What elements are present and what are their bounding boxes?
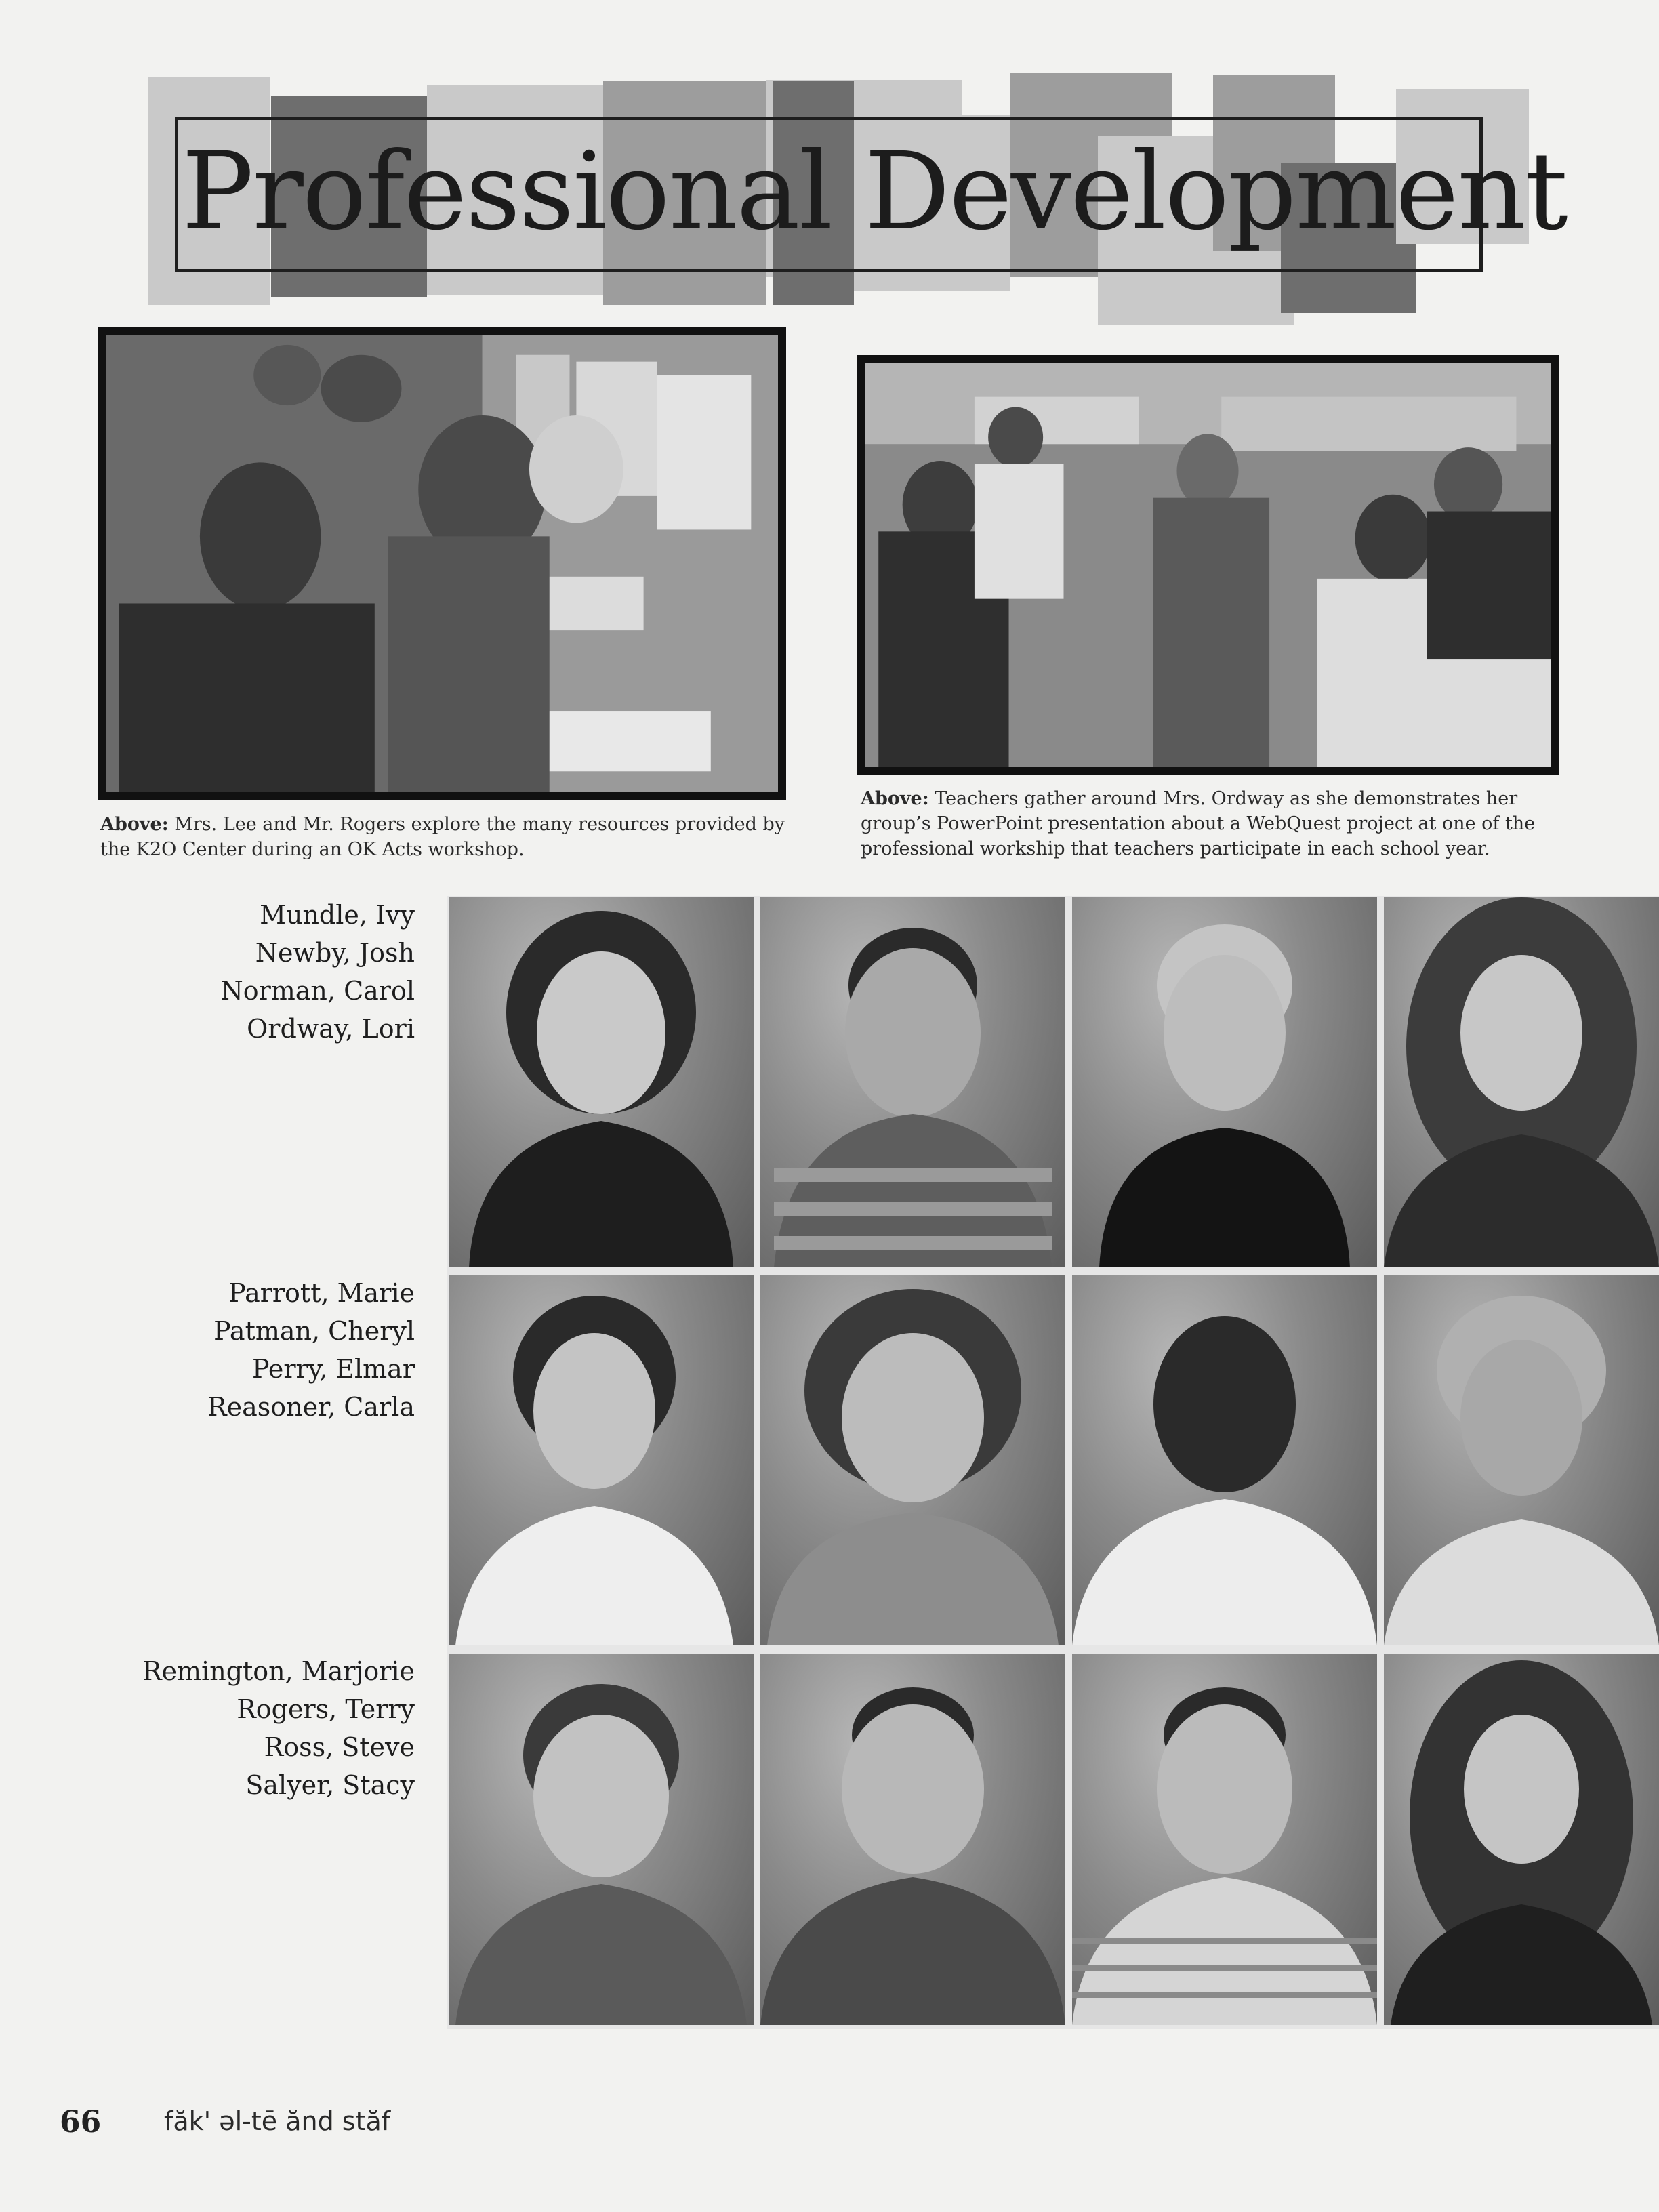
name-list-row-3 [35,1652,415,1804]
portrait-photo [1384,1275,1659,1645]
staff-name: Ross, Steve [264,1732,415,1762]
caption-lead: Above: [861,788,929,809]
portrait-photo [449,1654,754,2025]
portrait-photo [449,897,754,1267]
photo-illustration [865,363,1551,767]
staff-name: Perry, Elmar [251,1354,415,1384]
portrait-illustration [1072,1654,1377,2025]
name-list-row-1 [35,896,415,1048]
staff-name: Mundle, Ivy [260,900,415,930]
caption-lead: Above: [100,814,169,835]
portrait-illustration [449,1654,754,2025]
staff-name: Salyer, Stacy [245,1770,415,1800]
portrait-photo [760,1654,1065,2025]
portrait-illustration [1384,897,1659,1267]
staff-name: Reasoner, Carla [207,1392,415,1422]
caption-text: Mrs. Lee and Mr. Rogers explore the many resources provided by the K2O Center during an OK Acts workshop. [100,814,785,860]
portrait-illustration [1072,1275,1377,1645]
photo-illustration [106,335,778,792]
caption-text: Teachers gather around Mrs. Ordway as she demonstrates her group’s PowerPoint presentation about a WebQuest project at one of the professional workship that teachers participate in each school year. [861,788,1536,859]
page-title: Professional Development [182,129,1567,254]
portrait-photo [760,1275,1065,1645]
portrait-photo [1072,1654,1377,2025]
portrait-illustration [760,1275,1065,1645]
portrait-illustration [760,897,1065,1267]
section-name: făk' əl-tē ănd stăf [164,2106,391,2136]
photo-caption-1 [100,812,785,862]
name-list-row-2 [35,1274,415,1426]
staff-name: Ordway, Lori [247,1014,415,1044]
staff-name: Norman, Carol [220,976,415,1006]
portrait-photo [760,897,1065,1267]
staff-name: Patman, Cheryl [213,1316,415,1346]
portrait-illustration [1072,897,1377,1267]
portrait-illustration [1384,1654,1659,2025]
portrait-photo [1072,1275,1377,1645]
portrait-illustration [449,897,754,1267]
staff-name: Remington, Marjorie [142,1656,415,1686]
staff-name: Newby, Josh [255,938,415,968]
portrait-photo [1384,1654,1659,2025]
portrait-photo [1072,897,1377,1267]
portrait-illustration [449,1275,754,1645]
portrait-illustration [760,1654,1065,2025]
workshop-photo-computer-lab [98,327,786,800]
page-number: 66 [60,2105,102,2139]
portrait-illustration [1384,1275,1659,1645]
portrait-photo [449,1275,754,1645]
staff-name: Parrott, Marie [228,1278,415,1308]
workshop-photo-group [857,355,1559,775]
staff-name: Rogers, Terry [237,1694,415,1724]
photo-caption-2 [861,786,1565,861]
portrait-photo [1384,897,1659,1267]
